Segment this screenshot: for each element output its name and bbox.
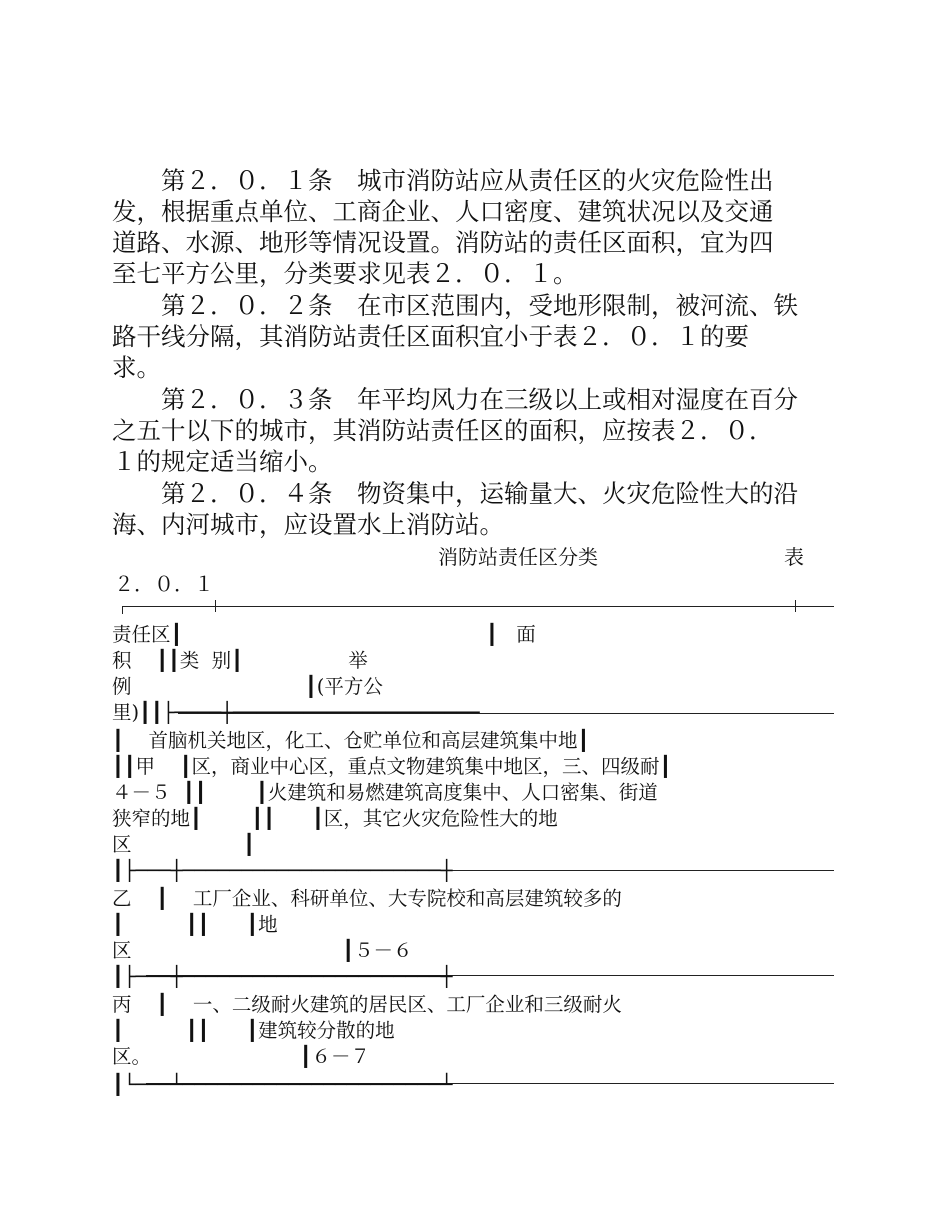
table-row: 区 ┃５－６ <box>112 939 413 962</box>
table-label: 表 <box>784 545 804 569</box>
table-tick <box>795 600 796 612</box>
table-corner <box>122 606 123 614</box>
text-line: 第２．０．３条 年平均风力在三级以上或相对湿度在百分 <box>112 385 798 414</box>
article-2-0-4 <box>112 478 842 540</box>
article-2-0-1 <box>112 165 842 289</box>
table-tick <box>215 600 216 612</box>
text-line: 第２．０．２条 在市区范围内，受地形限制，被河流、铁 <box>112 291 798 320</box>
table-row: ┃├───┼──────────────────────┼ <box>112 965 453 988</box>
table-title: 消防站责任区分类 <box>438 545 598 569</box>
text-line: 第２．０．４条 物资集中，运输量大、火灾危险性大的沿 <box>112 479 798 508</box>
table-row: 丙 ┃ 一、二级耐火建筑的居民区、工厂企业和三级耐火 <box>112 993 622 1016</box>
text-line: 之五十以下的城市，其消防站责任区的面积，应按表２．０． <box>112 416 774 445</box>
table-row: ４－５ ┃┃ ┃火建筑和易燃建筑高度集中、人口密集、街道 <box>112 781 658 804</box>
table-number: ２．０．１ <box>114 572 214 596</box>
table-row: ┃ ┃┃ ┃建筑较分散的地 <box>112 1019 395 1042</box>
text-line: 发，根据重点单位、工商企业、人口密度、建筑状况以及交通 <box>112 197 774 226</box>
table-row: ┃ 首脑机关地区，化工、仓贮单位和高层建筑集中地┃ <box>112 729 590 752</box>
text-line: 第２．０．１条 城市消防站应从责任区的火灾危险性出 <box>112 166 774 195</box>
text-line: 至七平方公里，分类要求见表２．０．１。 <box>112 259 578 288</box>
text-line: 道路、水源、地形等情况设置。消防站的责任区面积，宜为四 <box>112 228 774 257</box>
text-line: １的规定适当缩小。 <box>112 447 333 476</box>
article-2-0-3 <box>112 384 842 477</box>
table-row: 狭窄的地┃ ┃┃ ┃区，其它火灾危险性大的地 <box>112 807 558 830</box>
table-row: 责任区┃ ┃ 面 <box>112 623 536 646</box>
table-row: 乙 ┃ 工厂企业、科研单位、大专院校和高层建筑较多的 <box>112 887 622 910</box>
text-line: 求。 <box>112 353 161 382</box>
table-row: ┃┃甲 ┃区，商业中心区，重点文物建筑集中地区，三、四级耐┃ <box>112 755 672 778</box>
text-line: 路干线分隔，其消防站责任区面积宜小于表２．０．１的要 <box>112 322 749 351</box>
table-row: 里)┃┃├────┼───────────────────── <box>112 701 480 724</box>
table-row: 积 ┃┃类 别┃ 举 <box>112 649 368 672</box>
table-row: 区。 ┃６－７ <box>112 1045 371 1068</box>
article-2-0-2 <box>112 290 842 383</box>
table-row: ┃└───┴──────────────────────┴ <box>112 1073 453 1096</box>
text-line: 海、内河城市，应设置水上消防站。 <box>112 510 504 539</box>
table-row: ┃├───┼──────────────────────┼ <box>112 859 453 882</box>
table-row: 例 ┃(平方公 <box>112 675 383 698</box>
table-row: ┃ ┃┃ ┃地 <box>112 913 278 936</box>
table-top-rule <box>122 606 834 607</box>
table-row: 区 ┃ <box>112 833 255 856</box>
